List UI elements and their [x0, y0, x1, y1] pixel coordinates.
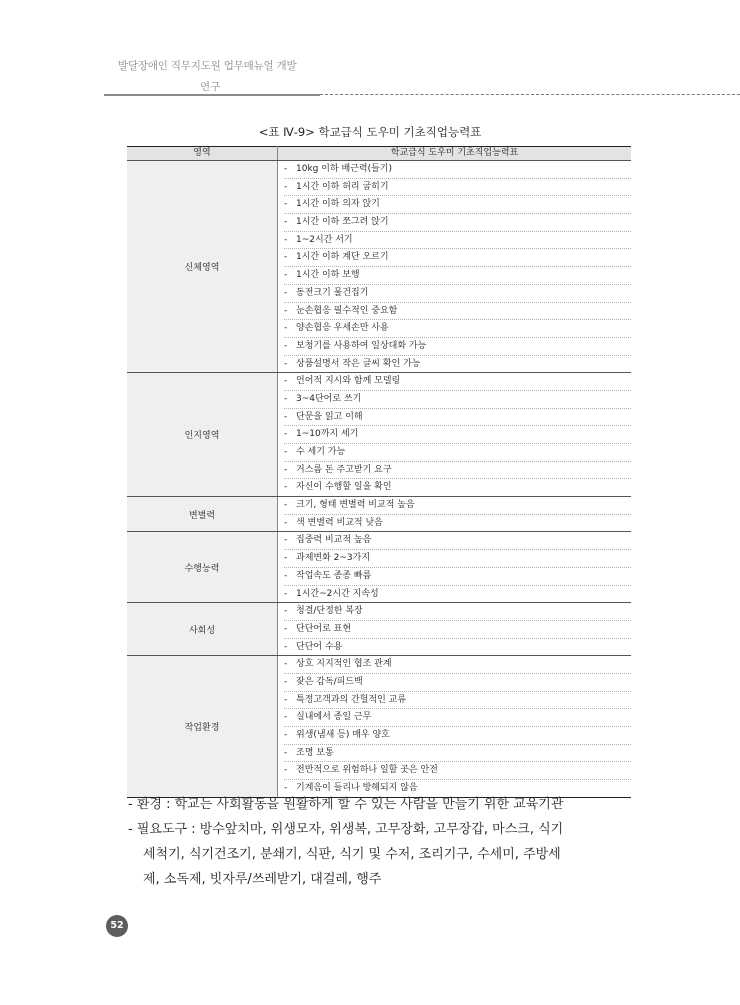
bullet-dash: - — [284, 199, 288, 210]
list-item-text: 1시간 이하 계단 오르기 — [296, 252, 389, 263]
bullet-dash: - — [284, 517, 288, 528]
tools-paragraph-continued: 세척기, 식기건조기, 분쇄기, 식판, 식기 및 수저, 조리기구, 수세미, 주방세 — [143, 847, 561, 862]
bullet-dash: - — [284, 270, 288, 281]
bullet-dash: - — [284, 393, 288, 404]
page-number-badge: 52 — [106, 915, 128, 937]
bullet-dash: - — [284, 482, 288, 493]
ability-list — [284, 497, 631, 531]
bullet-dash: - — [284, 447, 288, 457]
area-cell: 사회성 — [127, 603, 278, 656]
list-item-text: 1시간 이하 허리 굽히기 — [296, 181, 389, 192]
list-item — [284, 692, 631, 710]
header-rule-dashed — [320, 94, 740, 95]
list-item-text: 과제변화 2~3가지 — [296, 553, 371, 564]
list-item-text: 3~4단어로 쓰기 — [296, 393, 362, 404]
list-item — [284, 745, 631, 763]
list-item-text: 단단어 수용 — [296, 641, 343, 652]
list-item-text: 위생(냄새 등) 매우 양호 — [296, 730, 390, 740]
area-cell: 수행능력 — [127, 532, 278, 603]
bullet-dash: - — [284, 570, 288, 581]
ability-list — [284, 603, 631, 655]
list-item — [284, 603, 631, 621]
ability-list — [284, 161, 631, 372]
bullet-dash: - — [284, 747, 288, 758]
list-item-text: 잦은 감독/피드백 — [296, 676, 363, 687]
list-item-text: 언어적 지시와 함께 모델링 — [296, 376, 401, 387]
list-item — [284, 479, 631, 496]
list-item-text: 조명 보통 — [296, 747, 334, 758]
list-item-text: 1~2시간 서기 — [296, 234, 353, 245]
bullet-dash: - — [284, 712, 288, 723]
list-item-text: 실내에서 종일 근무 — [296, 712, 372, 723]
list-item-text: 청결/단정한 복장 — [296, 606, 363, 617]
list-item — [284, 373, 631, 391]
list-item — [284, 550, 631, 568]
list-item — [284, 568, 631, 586]
list-item-text: 1시간 이하 쪼그려 앉기 — [296, 217, 389, 228]
list-item — [284, 621, 631, 639]
list-item — [284, 214, 631, 232]
running-header-subtitle: 연구 — [200, 81, 221, 93]
list-item — [284, 179, 631, 197]
list-item — [284, 356, 631, 373]
bullet-dash: - — [284, 659, 288, 670]
list-item — [284, 639, 631, 656]
list-item — [284, 320, 631, 338]
bullet-dash: - — [284, 464, 288, 475]
list-item — [284, 656, 631, 674]
area-cell: 신체영역 — [127, 161, 278, 373]
list-item — [284, 532, 631, 550]
bullet-dash: - — [284, 765, 288, 776]
list-item — [284, 338, 631, 356]
column-header-area: 영역 — [127, 147, 278, 161]
list-item-text: 1시간 이하 보행 — [296, 270, 360, 281]
bullet-dash: - — [284, 606, 288, 617]
items-cell — [278, 161, 632, 373]
list-item-text: 상품설명서 작은 글씨 확인 가능 — [296, 358, 421, 369]
list-item-text: 크기, 형태 변별력 비교적 높음 — [296, 500, 415, 511]
items-cell — [278, 497, 632, 532]
list-item — [284, 249, 631, 267]
bullet-dash: - — [284, 641, 288, 652]
tools-paragraph: - 필요도구 : 방수앞치마, 위생모자, 위생복, 고무장화, 고무장갑, 마스크, 식기 — [128, 822, 564, 837]
list-item — [284, 762, 631, 780]
list-item — [284, 709, 631, 727]
items-cell — [278, 656, 632, 798]
list-item — [284, 727, 631, 745]
table-body — [127, 161, 631, 798]
list-item-text: 상호 지지적인 협조 관계 — [296, 659, 392, 670]
bullet-dash: - — [284, 500, 288, 511]
area-cell: 변별력 — [127, 497, 278, 532]
list-item-text: 1시간 이하 의자 앉기 — [296, 199, 380, 210]
list-item-text: 특정고객과의 간헐적인 교류 — [296, 694, 407, 705]
list-item-text: 기계음이 들리나 방해되지 않음 — [296, 783, 418, 794]
list-item — [284, 586, 631, 603]
column-header-items: 학교급식 도우미 기초직업능력표 — [278, 147, 632, 161]
list-item-text: 1~10까지 세기 — [296, 429, 359, 440]
bullet-dash: - — [284, 588, 288, 599]
list-item-text: 양손협응 우세손만 사용 — [296, 323, 389, 334]
running-header-title: 발달장애인 직무지도원 업무매뉴얼 개발 — [118, 60, 297, 72]
list-item — [284, 444, 631, 462]
bullet-dash: - — [284, 217, 288, 228]
list-item — [284, 515, 631, 532]
ability-table — [127, 146, 631, 798]
list-item — [284, 285, 631, 303]
environment-paragraph: - 환경 : 학교는 사회활동을 원활하게 할 수 있는 사람을 만들기 위한 교육기관 — [128, 797, 564, 812]
list-item-text: 보청기를 사용하여 일상대화 가능 — [296, 340, 427, 351]
bullet-dash: - — [284, 305, 288, 316]
list-item-text: 집중력 비교적 높음 — [296, 535, 372, 546]
list-item — [284, 391, 631, 409]
bullet-dash: - — [284, 164, 288, 174]
items-cell — [278, 373, 632, 497]
list-item — [284, 161, 631, 179]
bullet-dash: - — [284, 623, 288, 634]
bullet-dash: - — [284, 429, 288, 440]
bullet-dash: - — [284, 694, 288, 705]
bullet-dash: - — [284, 676, 288, 687]
list-item — [284, 267, 631, 285]
list-item — [284, 426, 631, 444]
table-header-row — [127, 147, 631, 161]
list-item-text: 10kg 이하 배근력(들기) — [296, 164, 392, 174]
area-cell: 인지영역 — [127, 373, 278, 497]
table-row — [127, 497, 631, 532]
list-item — [284, 303, 631, 321]
bullet-dash: - — [284, 287, 288, 298]
list-item-text: 눈손협응 필수적인 중요함 — [296, 305, 398, 316]
bullet-dash: - — [284, 411, 288, 422]
table-row — [127, 656, 631, 798]
table-row — [127, 373, 631, 497]
table-row — [127, 532, 631, 603]
bullet-dash: - — [284, 783, 288, 794]
list-item — [284, 196, 631, 214]
bullet-dash: - — [284, 340, 288, 351]
bullet-dash: - — [284, 234, 288, 245]
list-item-text: 색 변별력 비교적 낮음 — [296, 517, 383, 528]
items-cell — [278, 603, 632, 656]
list-item-text: 동전크기 물건집기 — [296, 287, 369, 298]
list-item — [284, 232, 631, 250]
header-rule-solid — [104, 94, 320, 96]
bullet-dash: - — [284, 535, 288, 546]
list-item-text: 1시간~2시간 지속성 — [296, 588, 379, 599]
bullet-dash: - — [284, 252, 288, 263]
body-text — [128, 792, 638, 892]
ability-list — [284, 656, 631, 797]
list-item — [284, 497, 631, 515]
list-item-text: 작업속도 종종 빠름 — [296, 570, 372, 581]
bullet-dash: - — [284, 181, 288, 192]
bullet-dash: - — [284, 376, 288, 387]
table-row — [127, 603, 631, 656]
ability-list — [284, 532, 631, 602]
list-item-text: 단단어로 표현 — [296, 623, 352, 634]
list-item-text: 수 세기 가능 — [296, 447, 346, 457]
table-row — [127, 161, 631, 373]
area-cell: 작업환경 — [127, 656, 278, 798]
list-item — [284, 462, 631, 480]
list-item-text: 전반적으로 위험하나 일할 곳은 안전 — [296, 765, 438, 776]
bullet-dash: - — [284, 323, 288, 334]
bullet-dash: - — [284, 553, 288, 564]
bullet-dash: - — [284, 358, 288, 369]
items-cell — [278, 532, 632, 603]
list-item-text: 자신이 수행할 일을 확인 — [296, 482, 392, 493]
ability-list — [284, 373, 631, 496]
list-item-text: 거스름 돈 주고받기 요구 — [296, 464, 392, 475]
table-caption: <표 Ⅳ-9> 학교급식 도우미 기초직업능력표 — [258, 125, 482, 139]
list-item — [284, 409, 631, 427]
tools-paragraph-continued: 제, 소독제, 빗자루/쓰레받기, 대걸레, 행주 — [143, 872, 382, 887]
list-item — [284, 674, 631, 692]
list-item-text: 단문을 읽고 이해 — [296, 411, 363, 422]
bullet-dash: - — [284, 730, 288, 740]
